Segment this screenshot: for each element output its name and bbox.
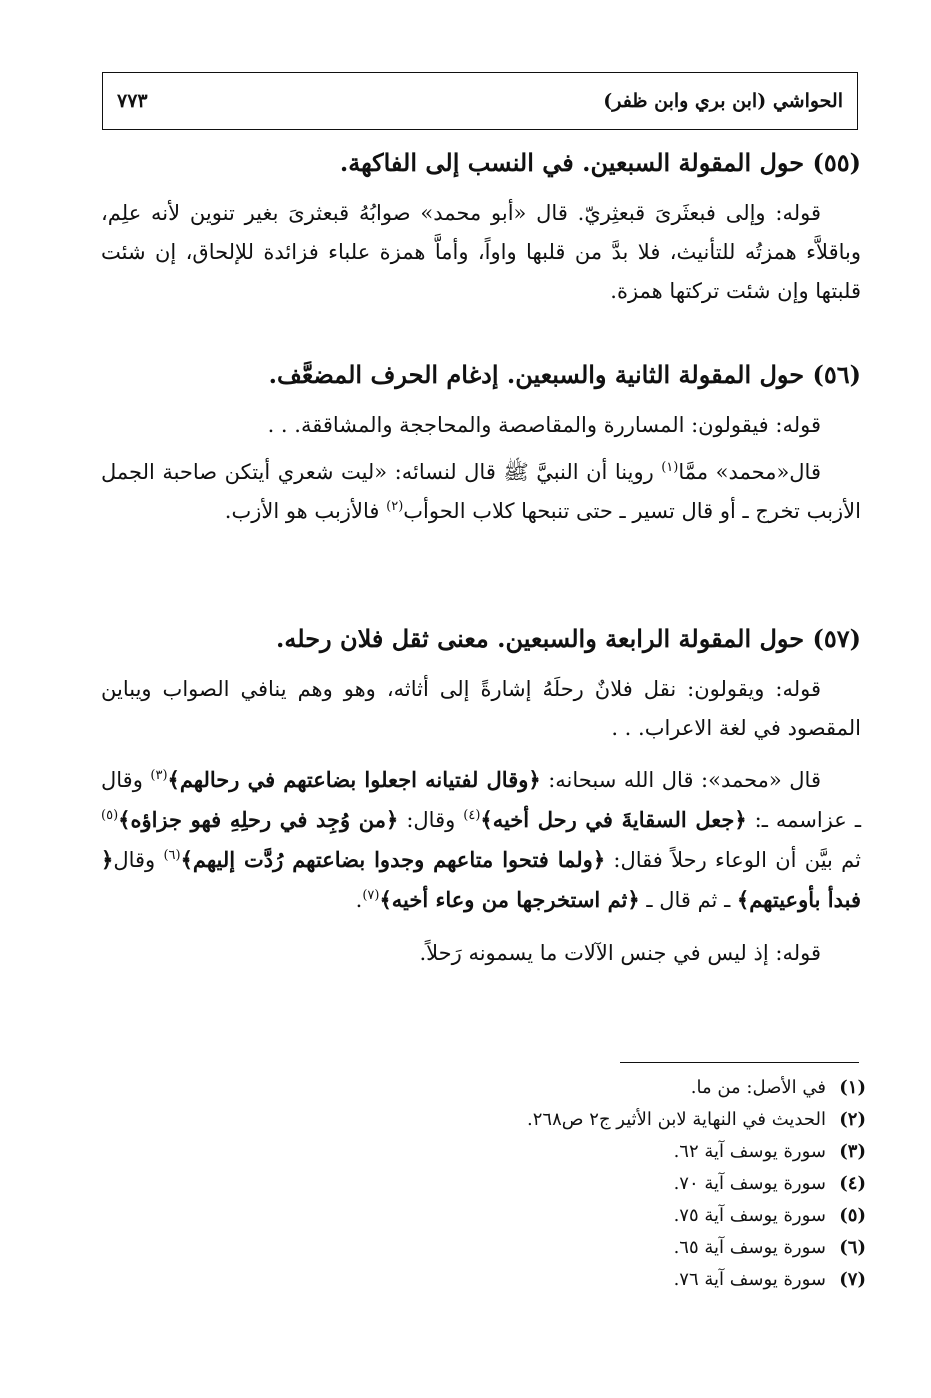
paragraph <box>101 453 861 531</box>
quran-quote: ﴿جعل السقايةَ في رحل أخيه﴾ <box>480 807 747 832</box>
text-run: وقال ـ عزاسمه ـ: <box>101 768 861 832</box>
footnote-ref: (٣) <box>150 768 168 783</box>
running-header <box>102 72 858 130</box>
footnote-item <box>366 1104 866 1136</box>
footnote-text: سورة يوسف آية ٦٥. <box>673 1237 826 1258</box>
quran-quote: ﴿ولما فتحوا متاعهم وجدوا بضاعتهم رُدَّت إليهم﴾ <box>180 847 606 872</box>
quran-quote: ﴿وقال لفتيانه اجعلوا بضاعتهم في رحالهم﴾ <box>167 767 541 792</box>
section-heading: (٥٥) حول المقولة السبعين. في النسب إلى الفاكهة. <box>339 148 861 177</box>
text-run: . <box>355 888 363 912</box>
paragraph: قوله: إذ ليس في جنس الآلات ما يسمونه رَحلاً. <box>419 941 821 965</box>
footnote-ref: (١) <box>661 460 679 475</box>
section-57 <box>101 622 861 973</box>
section-55 <box>101 146 861 311</box>
footnote-item <box>366 1264 866 1296</box>
section-heading: (٥٦) حول المقولة الثانية والسبعين. إدغام الحرف المضعَّف. <box>268 360 861 389</box>
quran-quote: ﴿ فبدأ بأوعيتهم﴾ <box>101 847 861 912</box>
footnote-text: سورة يوسف آية ٧٦. <box>673 1269 826 1290</box>
text-run: ـ ثم قال ـ <box>639 888 737 912</box>
footnote-number: (٥) <box>839 1205 866 1226</box>
paragraph: قوله: وإلى فبعثَرىَ قبعثِريّ. قال «أبو محمد» صوابُهُ قبعثرىَ بغير تنوين لأنه علِم، وباقلاَّء همزتُه للتأنيث، فلا بدَّ من قلبها واواً، وأماَّ همزة علباء فزائدة للإلحاق، إن شئت قلبتها وإن شئت تركتها همزة. <box>101 201 861 303</box>
footnote-number: (٢) <box>839 1109 866 1130</box>
text-run: روينا أن النبيَّ ﷺ قال لنسائه: «ليت شعري أيتكن صاحبة الجمل الأزبب تخرج ـ أو قال تسير ـ حتى تنبحها كلاب الحوأب <box>101 460 861 523</box>
text-run: فالأزبب هو الأزب. <box>224 499 387 523</box>
footnote-item <box>366 1072 866 1104</box>
footnote-number: (٣) <box>839 1141 866 1162</box>
footnote-item <box>366 1168 866 1200</box>
paragraph: قوله: ويقولون: نقل فلانٌ رحلَهُ إشارةً إلى أثاثه، وهو وهم ينافي الصواب ويباين المقصود في لغة الاعراب. . . <box>101 677 861 740</box>
paragraph: قوله: فيقولون: المساررة والمقاصصة والمحاججة والمشاققة. . . <box>267 413 821 437</box>
footnotes-list <box>366 1072 866 1296</box>
footnote-text: سورة يوسف آية ٦٢. <box>673 1141 826 1162</box>
section-56 <box>101 358 861 531</box>
quran-paragraph <box>101 760 861 920</box>
footnote-number: (٧) <box>839 1269 866 1290</box>
footnote-item <box>366 1200 866 1232</box>
text-run: ثم بيَّن أن الوعاء رحلاً فقال: <box>605 848 861 872</box>
footnote-text: سورة يوسف آية ٧٥. <box>673 1205 826 1226</box>
running-header-title: الحواشي (ابن بري وابن ظفر) <box>603 90 843 112</box>
footnote-number: (٦) <box>839 1237 866 1258</box>
footnote-text: في الأصل: من ما. <box>690 1077 826 1098</box>
text-run: وقال: <box>398 808 464 832</box>
page-number: ٧٧٣ <box>117 90 148 112</box>
text-run: قال«محمد» ممَّا <box>678 460 821 484</box>
footnote-number: (١) <box>839 1077 866 1098</box>
footnote-ref: (٢) <box>386 499 404 514</box>
footnote-number: (٤) <box>839 1173 866 1194</box>
footnote-item <box>366 1232 866 1264</box>
footnote-item <box>366 1136 866 1168</box>
footnote-divider <box>620 1062 859 1063</box>
footnote-text: الحديث في النهاية لابن الأثير ج٢ ص٢٦٨. <box>527 1109 826 1130</box>
quran-quote: ﴿من وُجِد في رحلِهِ فهو جزاؤه﴾ <box>118 807 399 832</box>
text-run: وقال <box>113 848 164 872</box>
footnote-text: سورة يوسف آية ٧٠. <box>673 1173 826 1194</box>
footnote-ref: (٥) <box>101 808 119 823</box>
text-run: قال «محمد»: قال الله سبحانه: <box>540 768 821 792</box>
section-heading: (٥٧) حول المقولة الرابعة والسبعين. معنى ثقل فلان رحله. <box>276 624 861 653</box>
footnote-ref: (٧) <box>362 888 380 903</box>
quran-quote: ﴿ثم استخرجها من وعاء أخيه﴾ <box>379 887 640 912</box>
footnote-ref: (٤) <box>463 808 481 823</box>
footnote-ref: (٦) <box>163 848 181 863</box>
